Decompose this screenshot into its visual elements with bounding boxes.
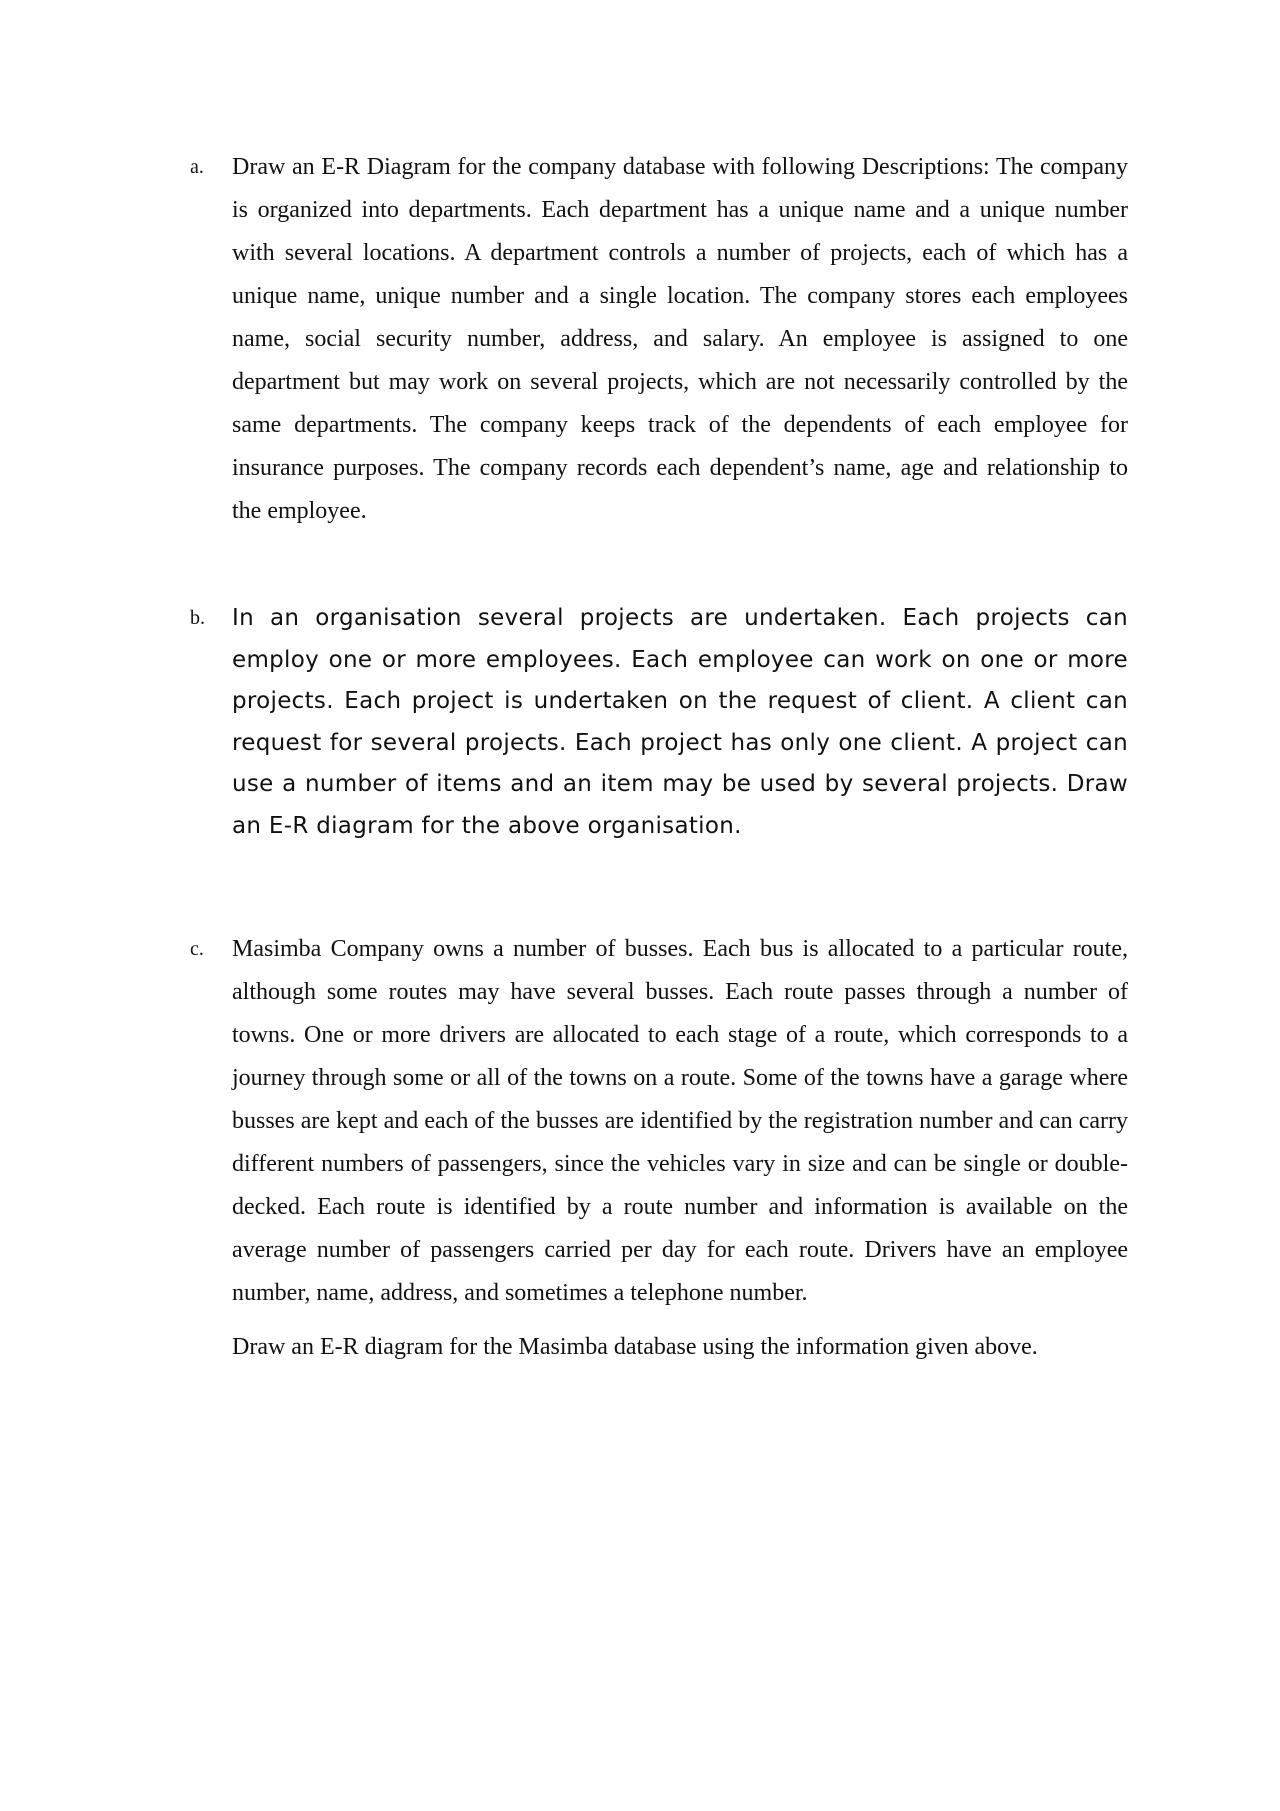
question-text: Masimba Company owns a number of busses. Each bus is allocated to a particular route, although some routes may have several busses. Each route passes through a number of towns. One or more drivers are allocated to each stage of a route, which corresponds to a journey through some or all of the towns on a route. Some of the towns have a garage where busses are kept and each of the busses are identified by the registration number and can carry different numbers of passengers, since the vehicles vary in size and can be single or double-decked. Each route is identified by a route number and information is available on the average number of passengers carried per day for each route. Drivers have an employee number, name, address, and sometimes a telephone number. xyxy=(232,936,1128,1306)
question-a xyxy=(190,146,1128,533)
question-text: Draw an E-R Diagram for the company database with following Descriptions: The company is organized into departments. Each department has a unique name and a unique number with several locations. A department controls a number of projects, each of which has a unique name, unique number and a single location. The company stores each employees name, social security number, address, and salary. An employee is assigned to one department but may work on several projects, which are not necessarily controlled by the same departments. The company keeps track of the dependents of each employee for insurance purposes. The company records each dependent’s name, age and relationship to the employee. xyxy=(232,154,1128,524)
list-marker: a. xyxy=(190,156,204,178)
question-followup: Draw an E-R diagram for the Masimba database using the information given above. xyxy=(232,1334,1038,1360)
question-b xyxy=(190,598,1128,847)
list-marker: c. xyxy=(190,938,204,960)
question-c xyxy=(190,928,1128,1369)
list-marker: b. xyxy=(190,607,205,629)
question-text: In an organisation several projects are undertaken. Each projects can employ one or more employees. Each employee can work on one or more projects. Each project is undertaken on the request of client. A client can request for several projects. Each project has only one client. A project can use a number of items and an item may be used by several projects. Draw an E-R diagram for the above organisation. xyxy=(232,605,1128,839)
